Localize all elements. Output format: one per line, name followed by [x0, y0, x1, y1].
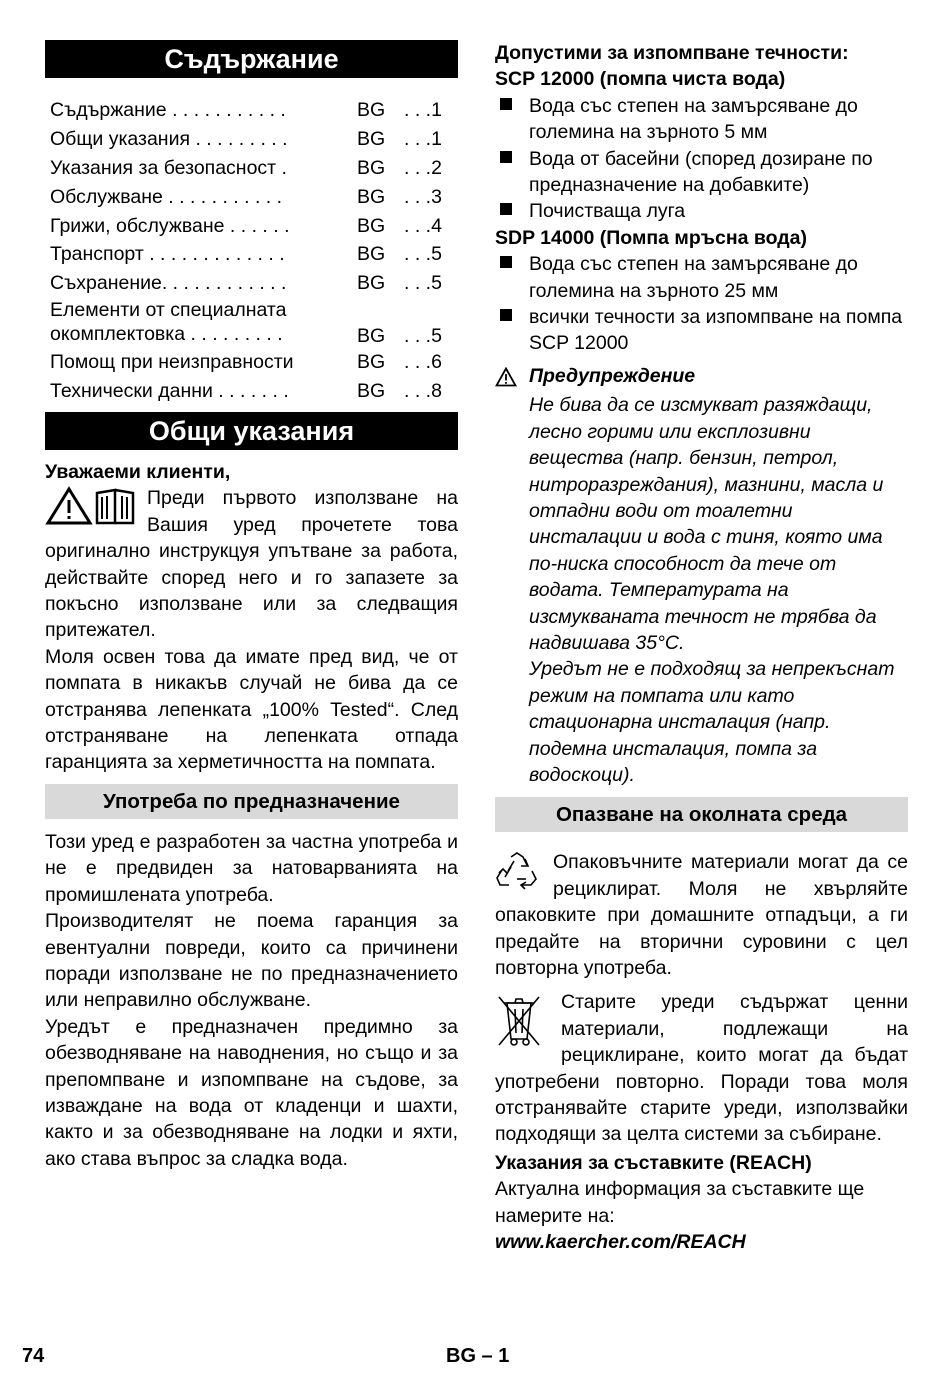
- list-item-text: Почистваща луга: [529, 200, 686, 223]
- toc-entry-page: . . .4: [404, 214, 442, 237]
- intended-para-3: Уредът е предназначен предимно за обезводняване на наводнения, но също и за препомпване и изпомпване на съдове, за изваждане на вода от кладенци и шахти, както и за обезводняване на лодки и яхти, ако става въпрос за сладка вода.: [45, 1015, 458, 1170]
- warning-block: [495, 363, 908, 789]
- warning-manual-icon: [45, 485, 139, 534]
- recycle-para: [495, 849, 908, 981]
- toc-entry-title: Обслужване . . . . . . . . . . .: [50, 185, 283, 208]
- toc-entry[interactable]: [50, 183, 458, 212]
- toc-entry-lang: BG: [357, 156, 386, 179]
- recycle-text: Опаковъчните материали могат да се рециклират. Моля не хвърляйте опаковките при домашните отпадъци, а ги предайте на вторични суровини с цел повторна употреба.: [495, 851, 908, 979]
- toc-entry[interactable]: [50, 298, 458, 348]
- intended-use-section: [45, 829, 458, 1172]
- toc-entry[interactable]: [50, 240, 458, 269]
- list-item: [495, 93, 908, 146]
- toc-entry-page: . . .6: [404, 351, 442, 374]
- reach-heading: Указания за съставките (REACH): [495, 1151, 812, 1174]
- general-para-2: Моля освен това да имате пред вид, че от помпата в никакъв случай не бива да се отстранява лепенката „100% Tested“. След отстраняване на лепенката отпада гаранцията за херметичността на помпата.: [45, 645, 458, 774]
- toc-entry-title: Съхранение. . . . . . . . . . . .: [50, 272, 287, 295]
- recycle-icon: [495, 851, 539, 898]
- reach-text: Актуална информация за съставките ще намерите на:: [495, 1178, 865, 1227]
- intended-use-title: Употреба по предназначение: [45, 784, 458, 819]
- general-para-1-text: Преди първото използване на Вашия уред прочетете това оригинално инструкцуя упътване за работа, действайте според него и го запазете за покъсно използване или за следващия притежател.: [45, 487, 458, 642]
- reach-link[interactable]: www.kaercher.com/REACH: [495, 1231, 746, 1254]
- toc-entry-title: Грижи, обслужване . . . . . .: [50, 214, 290, 237]
- toc-entry-lang: BG: [357, 214, 386, 237]
- toc-entry-title: Указания за безопасност .: [50, 156, 287, 179]
- toc-entry-title: Елементи от специалната окомплектовка . . . . . . . . .: [50, 299, 287, 346]
- toc-entry-lang: BG: [357, 380, 386, 403]
- right-column: [495, 40, 908, 1255]
- toc-entry-page: . . .8: [404, 380, 442, 403]
- toc-entry-page: . . .1: [404, 99, 442, 121]
- sdp-list: [495, 251, 908, 357]
- table-of-contents: [50, 96, 458, 406]
- sdp-heading: SDP 14000 (Помпа мръсна вода): [495, 226, 807, 249]
- liquids-heading: Допустими за изпомпване течности:: [495, 42, 849, 64]
- bullet-square-icon: [495, 93, 529, 146]
- general-section: [45, 459, 458, 776]
- crossed-bin-icon: [495, 993, 543, 1056]
- warning-icon: [495, 363, 529, 389]
- weee-para: [495, 989, 908, 1147]
- list-item: [495, 146, 908, 199]
- toc-entry-title: Съдържание . . . . . . . . . . .: [50, 99, 286, 121]
- left-column: [45, 40, 458, 1172]
- warning-label: Предупреждение: [529, 364, 696, 387]
- toc-entry[interactable]: [50, 154, 458, 183]
- weee-text: Старите уреди съдържат ценни материали, подлежащи на рециклиране, които могат да бъдат употребени повторно. Поради това моля отстранявайте старите уреди, използвайки подходящи за целта системи за събиране.: [495, 991, 908, 1146]
- toc-entry-title: Общи указания . . . . . . . . .: [50, 127, 288, 150]
- toc-entry-page: . . .3: [404, 185, 442, 208]
- scp-list: [495, 93, 908, 225]
- toc-entry[interactable]: [50, 125, 458, 154]
- toc-entry-lang: BG: [357, 272, 386, 295]
- toc-entry-page: . . .5: [404, 325, 442, 348]
- toc-entry[interactable]: [50, 377, 458, 406]
- toc-entry-page: . . .5: [404, 243, 442, 266]
- bullet-square-icon: [495, 304, 529, 357]
- toc-entry-page: . . .2: [404, 156, 442, 179]
- list-item: [495, 198, 908, 224]
- list-item-text: Вода със степен на замърсяване до големина на зърното 25 мм: [529, 253, 858, 302]
- list-item-text: Вода със степен на замърсяване до големина на зърното 5 мм: [529, 94, 858, 144]
- warning-para-1: Не бива да се изсмукват разяждащи, лесно горими или експлозивни вещества (напр. бензин, петрол, нитроразреждания), мазнини, масла и отпадни води от тоалетни инсталации и вода с тиня, която има по-ниска способност да тече от водата. Температурата на изсмукваната течност не трябва да надвишава 35°C.: [529, 394, 884, 654]
- toc-entry-lang: BG: [357, 243, 386, 266]
- environment-section: [495, 849, 908, 1255]
- intended-para-1: Този уред е разработен за частна употреба и не е предвиден за натоварванията на промишлената употреба.: [45, 830, 458, 906]
- toc-entry-lang: BG: [357, 325, 386, 348]
- bullet-square-icon: [495, 146, 529, 199]
- list-item-text: всички течности за изпомпване на помпа SCP 12000: [529, 306, 903, 355]
- greeting: Уважаеми клиенти,: [45, 461, 231, 484]
- toc-entry[interactable]: [50, 96, 458, 125]
- toc-title: Съдържание: [45, 40, 458, 78]
- list-item-text: Вода от басейни (според дозиране по предназначение на добавките): [529, 147, 873, 197]
- toc-entry-title: Транспорт . . . . . . . . . . . . .: [50, 243, 285, 266]
- toc-entry-lang: BG: [357, 127, 386, 150]
- toc-entry-lang: BG: [357, 99, 386, 121]
- toc-entry-lang: BG: [357, 185, 386, 208]
- general-title: Общи указания: [45, 412, 458, 450]
- toc-entry-title: Технически данни . . . . . . .: [50, 380, 289, 403]
- environment-title: Опазване на околната среда: [495, 797, 908, 832]
- bullet-square-icon: [495, 251, 529, 304]
- warning-para-2: Уредът не е подходящ за непрекъснат режим на помпата или като стационарна инсталация (напр. подемна инсталация, помпа за водоскоци).: [529, 658, 895, 786]
- list-item: [495, 251, 908, 304]
- page-number: 74: [22, 1345, 45, 1367]
- list-item: [495, 304, 908, 357]
- toc-entry[interactable]: [50, 269, 458, 298]
- bullet-square-icon: [495, 198, 529, 224]
- toc-entry-page: . . .1: [404, 127, 442, 150]
- section-page-label: BG – 1: [446, 1345, 510, 1367]
- toc-entry-title: Помощ при неизправности: [50, 351, 294, 374]
- toc-entry-page: . . .5: [404, 272, 442, 295]
- toc-entry[interactable]: [50, 348, 458, 377]
- toc-entry-lang: BG: [357, 351, 386, 374]
- scp-heading: SCP 12000 (помпа чиста вода): [495, 68, 786, 91]
- toc-entry[interactable]: [50, 212, 458, 241]
- intended-para-2: Производителят не поема гаранция за евентуални повреди, които са причинени поради използване не по предназначението или неправилно обслужване.: [45, 910, 458, 1012]
- general-para-1: [45, 485, 458, 643]
